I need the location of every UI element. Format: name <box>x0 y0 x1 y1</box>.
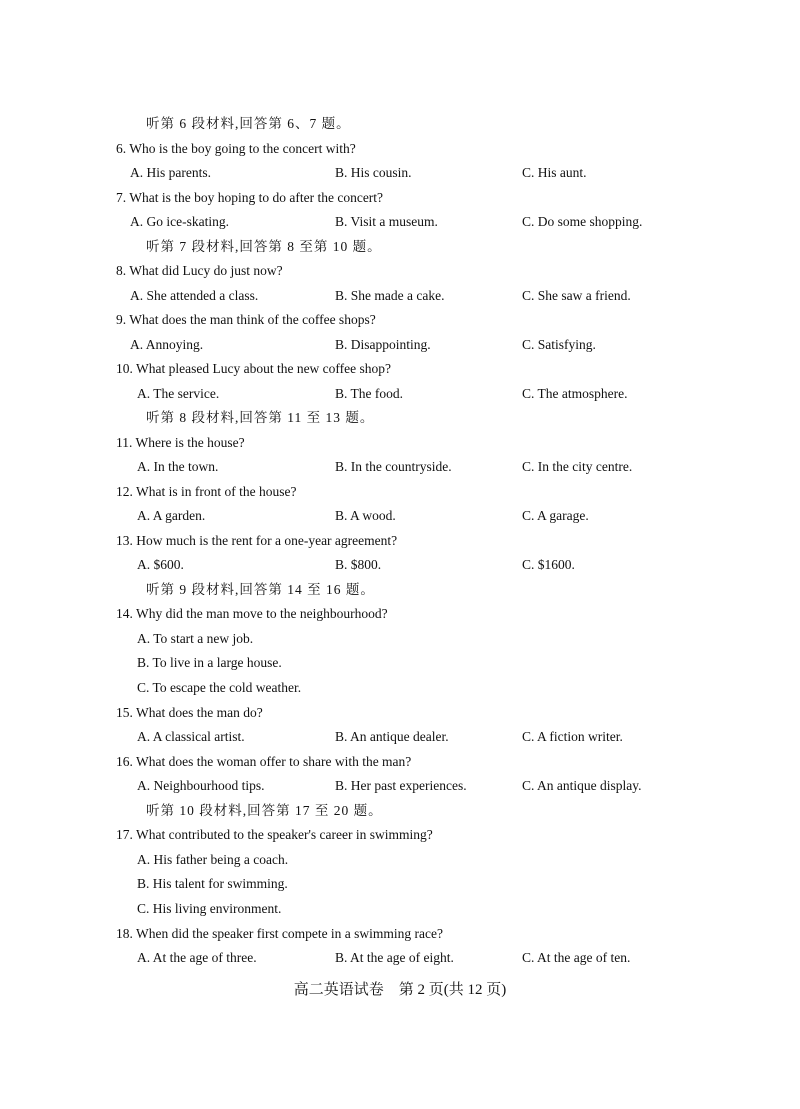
option-b: B. His cousin. <box>335 165 412 180</box>
option-a: A. His parents. <box>130 165 211 180</box>
section-instruction-7 <box>0 237 800 257</box>
option-a: A. His father being a coach. <box>137 852 289 867</box>
option-c: C. His living environment. <box>137 901 282 916</box>
question-16 <box>0 752 800 772</box>
question-14 <box>0 604 800 624</box>
section-text: 听第 9 段材料,回答第 14 至 16 题。 <box>146 582 375 597</box>
question-text: 11. Where is the house? <box>116 435 245 450</box>
option-a: A. Go ice-skating. <box>130 214 229 229</box>
option-17c <box>0 899 800 919</box>
option-a: A. A garden. <box>137 508 206 523</box>
question-18 <box>0 924 800 944</box>
question-7 <box>0 188 800 208</box>
option-a: A. Neighbourhood tips. <box>137 778 265 793</box>
options-16 <box>0 776 800 796</box>
option-a: A. Annoying. <box>130 337 204 352</box>
options-9 <box>0 335 800 355</box>
section-instruction-6 <box>0 114 800 134</box>
options-6 <box>0 163 800 183</box>
option-b: B. She made a cake. <box>335 288 445 303</box>
option-c: C. Satisfying. <box>522 337 596 352</box>
option-b: B. In the countryside. <box>335 459 452 474</box>
options-18 <box>0 948 800 968</box>
option-b: B. The food. <box>335 386 403 401</box>
section-text: 听第 8 段材料,回答第 11 至 13 题。 <box>146 410 375 425</box>
option-c: C. In the city centre. <box>522 459 633 474</box>
option-a: A. In the town. <box>137 459 219 474</box>
question-13 <box>0 531 800 551</box>
options-10 <box>0 384 800 404</box>
option-a: A. $600. <box>137 557 184 572</box>
option-a: A. She attended a class. <box>130 288 259 303</box>
options-7 <box>0 212 800 232</box>
section-instruction-8 <box>0 408 800 428</box>
question-10 <box>0 359 800 379</box>
section-instruction-10 <box>0 801 800 821</box>
option-b: B. To live in a large house. <box>137 655 282 670</box>
section-instruction-9 <box>0 580 800 600</box>
question-text: 7. What is the boy hoping to do after the concert? <box>116 190 384 205</box>
option-a: A. The service. <box>137 386 220 401</box>
option-b: B. $800. <box>335 557 382 572</box>
option-c: C. Do some shopping. <box>522 214 643 229</box>
option-b: B. Her past experiences. <box>335 778 467 793</box>
question-text: 15. What does the man do? <box>116 705 263 720</box>
question-text: 10. What pleased Lucy about the new coffee shop? <box>116 361 392 376</box>
options-13 <box>0 555 800 575</box>
option-c: C. At the age of ten. <box>522 950 631 965</box>
options-8 <box>0 286 800 306</box>
option-a: A. A classical artist. <box>137 729 245 744</box>
question-text: 17. What contributed to the speaker's career in swimming? <box>116 827 433 842</box>
section-text: 听第 6 段材料,回答第 6、7 题。 <box>146 116 351 131</box>
question-text: 12. What is in front of the house? <box>116 484 297 499</box>
option-b: B. Visit a museum. <box>335 214 438 229</box>
question-text: 14. Why did the man move to the neighbourhood? <box>116 606 388 621</box>
option-c: C. A garage. <box>522 508 589 523</box>
question-text: 9. What does the man think of the coffee shops? <box>116 312 376 327</box>
option-a: A. To start a new job. <box>137 631 254 646</box>
option-c: C. To escape the cold weather. <box>137 680 302 695</box>
option-a: A. At the age of three. <box>137 950 257 965</box>
option-c: C. She saw a friend. <box>522 288 631 303</box>
page-footer: 高二英语试卷 第 2 页(共 12 页) <box>293 982 507 998</box>
question-12 <box>0 482 800 502</box>
question-8 <box>0 261 800 281</box>
options-12 <box>0 506 800 526</box>
option-14c <box>0 678 800 698</box>
question-11 <box>0 433 800 453</box>
question-9 <box>0 310 800 330</box>
option-17b <box>0 874 800 894</box>
option-14a <box>0 629 800 649</box>
option-c: C. $1600. <box>522 557 575 572</box>
section-text: 听第 7 段材料,回答第 8 至第 10 题。 <box>146 239 382 254</box>
question-15 <box>0 703 800 723</box>
option-b: B. His talent for swimming. <box>137 876 288 891</box>
option-b: B. Disappointing. <box>335 337 431 352</box>
option-c: C. A fiction writer. <box>522 729 623 744</box>
option-14b <box>0 653 800 673</box>
options-15 <box>0 727 800 747</box>
question-17 <box>0 825 800 845</box>
question-text: 8. What did Lucy do just now? <box>116 263 283 278</box>
option-c: C. His aunt. <box>522 165 587 180</box>
option-b: B. An antique dealer. <box>335 729 449 744</box>
options-11 <box>0 457 800 477</box>
option-c: C. An antique display. <box>522 778 642 793</box>
question-text: 18. When did the speaker first compete in a swimming race? <box>116 926 444 941</box>
question-text: 6. Who is the boy going to the concert with? <box>116 141 356 156</box>
question-6 <box>0 139 800 159</box>
option-c: C. The atmosphere. <box>522 386 628 401</box>
section-text: 听第 10 段材料,回答第 17 至 20 题。 <box>146 803 383 818</box>
option-17a <box>0 850 800 870</box>
option-b: B. A wood. <box>335 508 396 523</box>
option-b: B. At the age of eight. <box>335 950 454 965</box>
question-text: 16. What does the woman offer to share with the man? <box>116 754 412 769</box>
question-text: 13. How much is the rent for a one-year agreement? <box>116 533 398 548</box>
